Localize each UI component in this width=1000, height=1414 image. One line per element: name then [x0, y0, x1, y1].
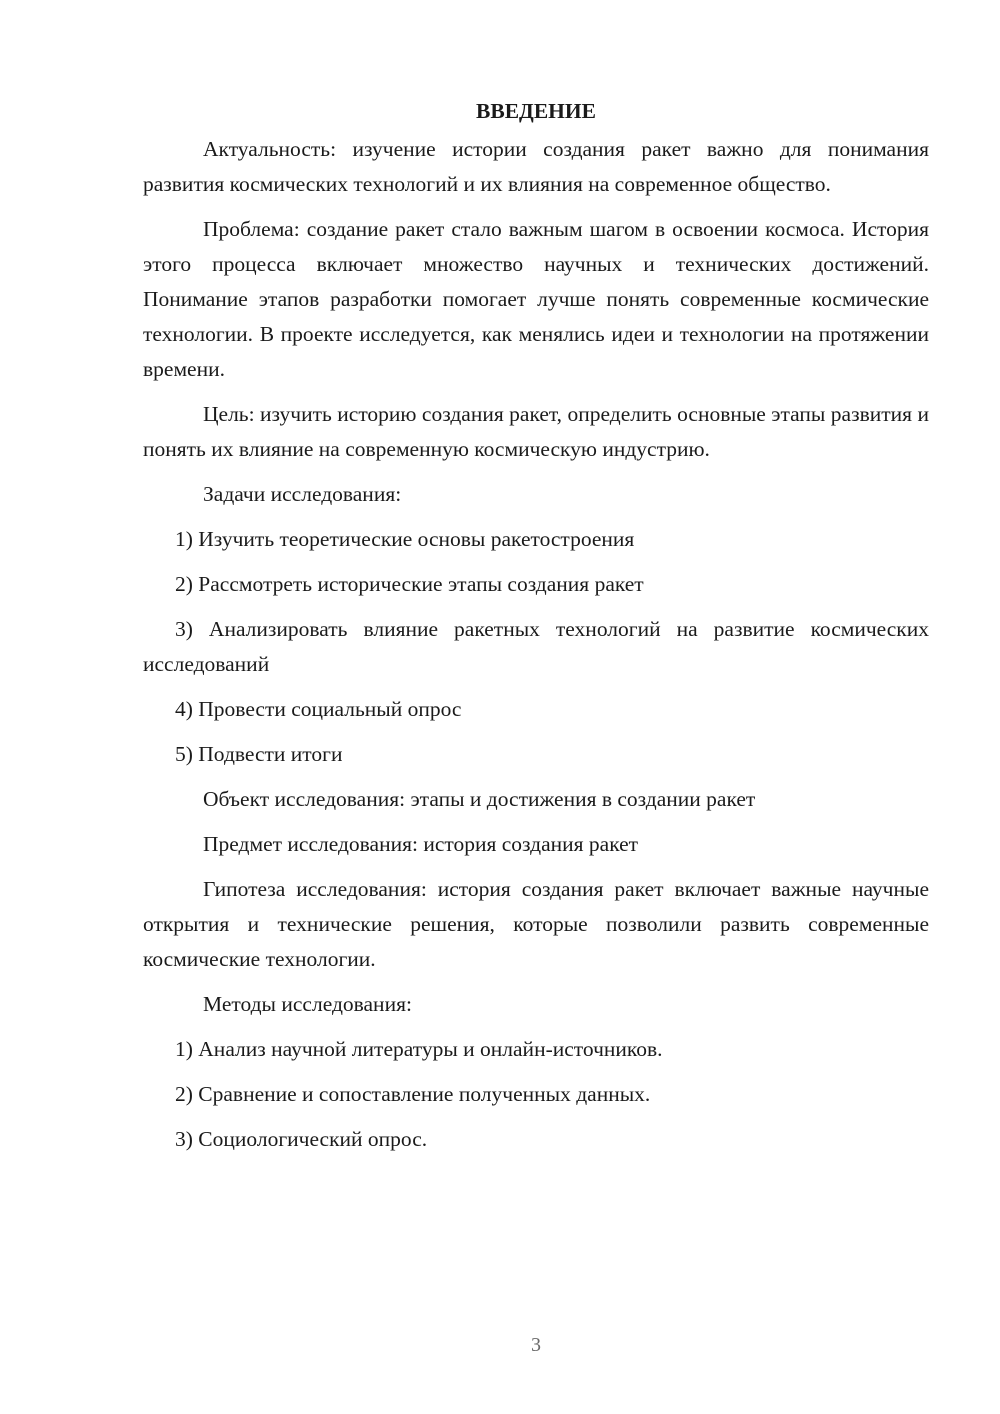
task-item-5: 5) Подвести итоги: [175, 742, 343, 766]
section-heading: ВВЕДЕНИЕ: [476, 99, 596, 123]
method-item-1: 1) Анализ научной литературы и онлайн-источников.: [175, 1037, 663, 1061]
page-content: [143, 96, 929, 1167]
subject-paragraph: Предмет исследования: история создания ракет: [203, 832, 639, 856]
task-item-3: 3) Анализировать влияние ракетных технологий на развитие космических исследований: [143, 617, 929, 676]
methods-heading: Методы исследования:: [203, 992, 412, 1016]
goal-paragraph: Цель: изучить историю создания ракет, определить основные этапы развития и понять их влияние на современную космическую индустрию.: [143, 402, 929, 461]
method-item-2: 2) Сравнение и сопоставление полученных данных.: [175, 1082, 651, 1106]
hypothesis-paragraph: Гипотеза исследования: история создания ракет включает важные научные открытия и технические решения, которые позволили развить современные космические технологии.: [143, 877, 929, 971]
task-item-1: 1) Изучить теоретические основы ракетостроения: [175, 527, 635, 551]
tasks-heading: Задачи исследования:: [203, 482, 402, 506]
page-number: 3: [531, 1334, 541, 1356]
task-item-4: 4) Провести социальный опрос: [175, 697, 462, 721]
relevance-paragraph: Актуальность: изучение истории создания ракет важно для понимания развития космических технологий и их влияния на современное общество.: [143, 137, 929, 196]
method-item-3: 3) Социологический опрос.: [175, 1127, 428, 1151]
problem-paragraph: Проблема: создание ракет стало важным шагом в освоении космоса. История этого процесса включает множество научных и технических достижений. Понимание этапов разработки помогает лучше понять современные космические технологии. В проекте исследуется, как менялись идеи и технологии на протяжении времени.: [143, 217, 929, 381]
object-paragraph: Объект исследования: этапы и достижения в создании ракет: [203, 787, 756, 811]
task-item-2: 2) Рассмотреть исторические этапы создания ракет: [175, 572, 644, 596]
